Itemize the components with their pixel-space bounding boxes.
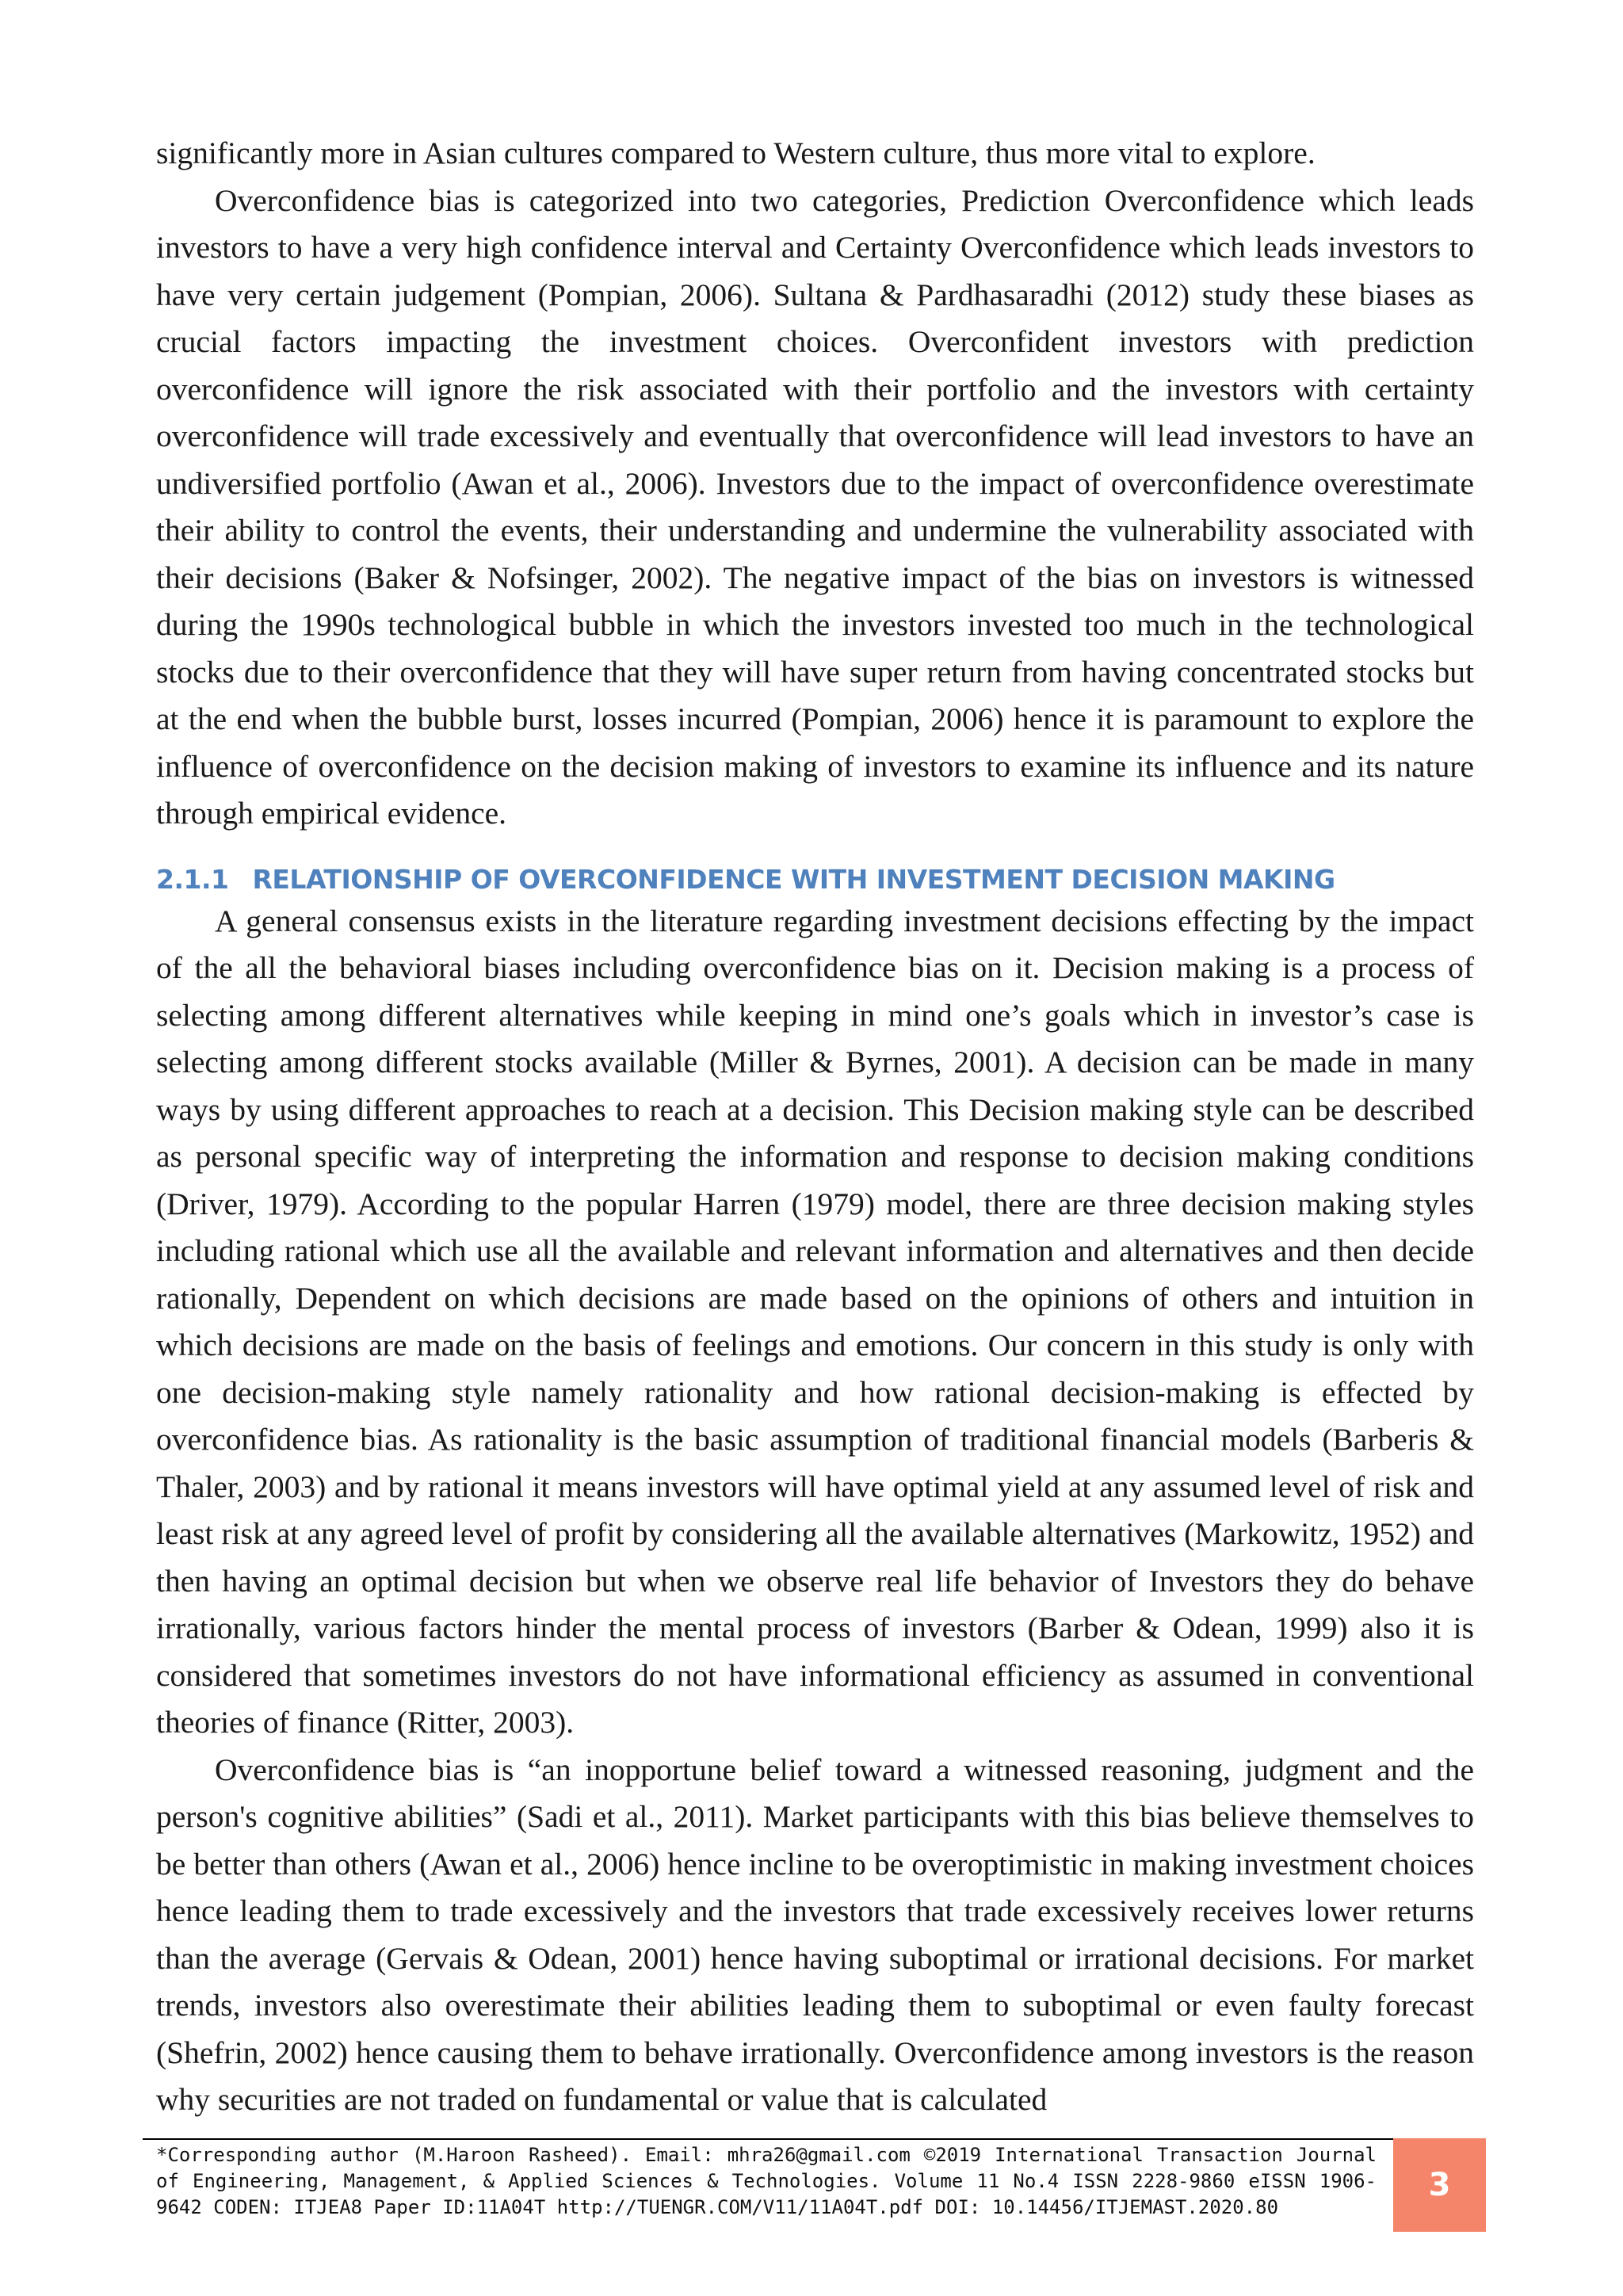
page-number: 3 — [1428, 2167, 1451, 2203]
footer-divider — [143, 2138, 1486, 2140]
page-body — [156, 130, 1474, 2124]
paragraph-definition: Overconfidence bias is “an inopportune belief toward a witnessed reasoning, judgment and the person's cognitive abilities” (Sadi et al., 2011). Market participants with this bias believe themselves to be better than others (Awan et al., 2006) hence incline to be overoptimistic in making investment choices hence leading them to trade excessively and the investors that trade excessively receives lower returns than the average (Gervais & Odean, 2001) hence having suboptimal or irrational decisions. For market trends, investors also overestimate their abilities leading them to suboptimal or even faulty forecast (Shefrin, 2002) hence causing them to behave irrationally. Overconfidence among investors is the reason why securities are not traded on fundamental or value that is calculated — [156, 1752, 1474, 2117]
footer — [156, 2142, 1377, 2221]
paragraph-consensus: A general consensus exists in the literature regarding investment decisions effecting by the impact of the all the behavioral biases including overconfidence bias on it. Decision making is a process of selecting among different alternatives while keeping in mind one’s goals which in investor’s case is selecting among different stocks available (Miller & Byrnes, 2001). A decision can be made in many ways by using different approaches to reach at a decision. This Decision making style can be described as personal specific way of interpreting the information and response to decision making conditions (Driver, 1979). According to the popular Harren (1979) model, there are three decision making styles including rational which use all the available and relevant information and alternatives and then decide rationally, Dependent on which decisions are made based on the opinions of others and intuition in which decisions are made on the basis of feelings and emotions. Our concern in this study is only with one decision-making style namely rationality and how rational decision-making is effected by overconfidence bias. As rationality is the basic assumption of traditional financial models (Barberis & Thaler, 2003) and by rational it means investors will have optimal yield at any assumed level of risk and least risk at any agreed level of profit by considering all the available alternatives (Markowitz, 1952) and then having an optimal decision but when we observe real life behavior of Investors they do behave irrationally, various factors hinder the mental process of investors (Barber & Odean, 1999) also it is considered that sometimes investors do not have informational efficiency as assumed in conventional theories of finance (Ritter, 2003). — [156, 903, 1474, 1740]
section-number: 2.1.1 — [156, 863, 229, 895]
section-title: RELATIONSHIP OF OVERCONFIDENCE WITH INVESTMENT DECISION MAKING — [252, 863, 1335, 895]
paragraph-intro-tail: significantly more in Asian cultures compared to Western culture, thus more vital to explore. — [156, 136, 1316, 170]
footer-citation: *Corresponding author (M.Haroon Rasheed). Email: mhra26@gmail.com ©2019 International Transaction Journal of Engineering, Management, & Applied Sciences & Technologies. Volume 11 No.4 ISSN 2228-9860 eISSN 1906-9642 CODEN: ITJEA8 Paper ID:11A04T http://TUENGR.COM/V11/11A04T.pdf DOI: 10.14456/ITJEMAST.2020.80 — [156, 2144, 1377, 2218]
paragraph-overconfidence-categories: Overconfidence bias is categorized into two categories, Prediction Overconfidence which leads investors to have a very high confidence interval and Certainty Overconfidence which leads investors to have very certain judgement (Pompian, 2006). Sultana & Pardhasaradhi (2012) study these biases as crucial factors impacting the investment choices. Overconfident investors with prediction overconfidence will ignore the risk associated with their portfolio and the investors with certainty overconfidence will trade excessively and eventually that overconfidence will lead investors to have an undiversified portfolio (Awan et al., 2006). Investors due to the impact of overconfidence overestimate their ability to control the events, their understanding and undermine the vulnerability associated with their decisions (Baker & Nofsinger, 2002). The negative impact of the bias on investors is witnessed during the 1990s technological bubble in which the investors invested too much in the technological stocks due to their overconfidence that they will have super return from having concentrated stocks but at the end when the bubble burst, losses incurred (Pompian, 2006) hence it is paramount to explore the influence of overconfidence on the decision making of investors to examine its influence and its nature through empirical evidence. — [156, 182, 1474, 831]
page-number-badge — [1393, 2138, 1486, 2232]
section-heading — [156, 861, 1474, 898]
